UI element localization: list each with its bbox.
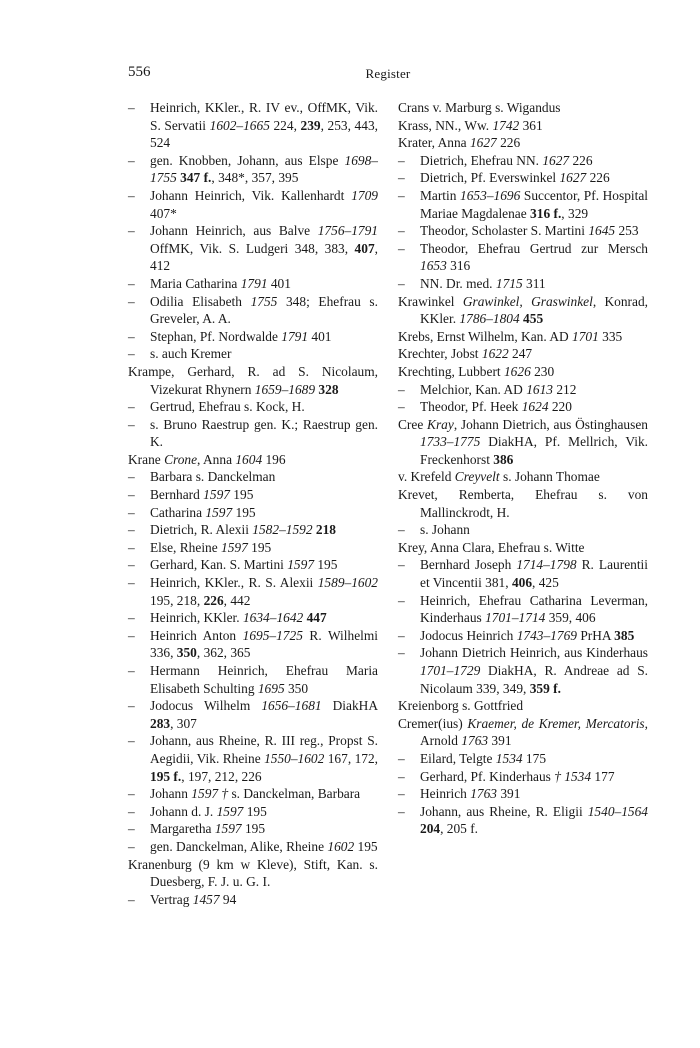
subentry-dash: – bbox=[128, 557, 135, 573]
page-number: 556 bbox=[128, 64, 151, 80]
index-subentry bbox=[128, 627, 378, 662]
index-column-right bbox=[398, 99, 648, 838]
entry-text: Heinrich, KKler. 1634–1642 447 bbox=[150, 610, 327, 626]
index-entry bbox=[398, 328, 648, 346]
subentry-dash: – bbox=[398, 399, 405, 415]
subentry-dash: – bbox=[128, 575, 135, 591]
entry-text: Eilard, Telgte 1534 175 bbox=[420, 750, 547, 766]
entry-text: Margaretha 1597 195 bbox=[150, 821, 266, 837]
subentry-dash: – bbox=[128, 275, 135, 291]
entry-text: Krevet, Remberta, Ehefrau s. von Mallinckrodt, H. bbox=[398, 487, 648, 520]
index-entry bbox=[398, 416, 648, 469]
index-subentry bbox=[128, 838, 378, 856]
entry-text: Jodocus Heinrich 1743–1769 PrHA 385 bbox=[420, 627, 635, 643]
entry-text: Johann, aus Rheine, R. Eligii 1540–1564 204, 205 f. bbox=[420, 803, 648, 837]
subentry-dash: – bbox=[398, 557, 405, 573]
index-subentry bbox=[398, 240, 648, 275]
subentry-dash: – bbox=[128, 504, 135, 520]
subentry-dash: – bbox=[128, 698, 135, 714]
index-entry bbox=[398, 715, 648, 750]
index-subentry bbox=[398, 521, 648, 539]
index-entry bbox=[398, 468, 648, 486]
index-subentry bbox=[128, 574, 378, 609]
index-subentry bbox=[398, 222, 648, 240]
index-subentry bbox=[398, 592, 648, 627]
entry-text: Johann Heinrich, Vik. Kallenhardt 1709 407* bbox=[150, 187, 378, 221]
entry-text: Hermann Heinrich, Ehefrau Maria Elisabeth Schulting 1695 350 bbox=[150, 663, 378, 696]
index-subentry bbox=[128, 803, 378, 821]
index-entry bbox=[398, 293, 648, 328]
index-subentry bbox=[398, 187, 648, 222]
index-entry bbox=[128, 451, 378, 469]
index-subentry bbox=[128, 416, 378, 451]
subentry-dash: – bbox=[128, 539, 135, 555]
entry-text: Kreienborg s. Gottfried bbox=[398, 698, 524, 714]
subentry-dash: – bbox=[128, 786, 135, 802]
subentry-dash: – bbox=[128, 152, 135, 168]
entry-text: Barbara s. Danckelman bbox=[150, 469, 276, 485]
entry-text: Odilia Elisabeth 1755 348; Ehefrau s. Greveler, A. A. bbox=[150, 293, 378, 327]
entry-text: Johann 1597 † s. Danckelman, Barbara bbox=[150, 786, 361, 802]
index-subentry bbox=[398, 556, 648, 591]
index-subentry bbox=[398, 275, 648, 293]
entry-text: Krebs, Ernst Wilhelm, Kan. AD 1701 335 bbox=[398, 328, 623, 344]
entry-text: Krater, Anna 1627 226 bbox=[398, 135, 521, 151]
subentry-dash: – bbox=[128, 328, 135, 344]
entry-text: Theodor, Ehefrau Gertrud zur Mersch 1653 316 bbox=[420, 240, 648, 274]
subentry-dash: – bbox=[398, 627, 405, 643]
entry-text: Theodor, Pf. Heek 1624 220 bbox=[420, 399, 572, 415]
index-entry bbox=[398, 539, 648, 557]
entry-text: Johann Dietrich Heinrich, aus Kinderhaus 1701–1729 DiakHA, R. Andreae ad S. Nicolaum 339, 349, 359 f. bbox=[420, 645, 648, 696]
index-entry bbox=[398, 697, 648, 715]
index-entry bbox=[398, 117, 648, 135]
subentry-dash: – bbox=[128, 821, 135, 837]
subentry-dash: – bbox=[398, 381, 405, 397]
subentry-dash: – bbox=[398, 152, 405, 168]
entry-text: Heinrich, KKler., R. IV ev., OffMK, Vik. S. Servatii 1602–1665 224, 239, 253, 443, 524 bbox=[150, 100, 378, 151]
index-subentry bbox=[128, 697, 378, 732]
entry-text: Martin 1653–1696 Succentor, Pf. Hospital Mariae Magdalenae 316 f., 329 bbox=[420, 187, 649, 221]
index-subentry bbox=[128, 187, 378, 222]
index-subentry bbox=[398, 768, 648, 786]
index-subentry bbox=[398, 644, 648, 697]
subentry-dash: – bbox=[128, 293, 135, 309]
index-subentry bbox=[128, 293, 378, 328]
index-subentry bbox=[128, 468, 378, 486]
subentry-dash: – bbox=[128, 346, 135, 362]
entry-text: Johann Heinrich, aus Balve 1756–1791 OffMK, Vik. S. Ludgeri 348, 383, 407, 412 bbox=[150, 223, 378, 274]
subentry-dash: – bbox=[128, 627, 135, 643]
subentry-dash: – bbox=[128, 100, 135, 115]
subentry-dash: – bbox=[398, 187, 405, 203]
index-subentry bbox=[128, 891, 378, 909]
index-subentry bbox=[398, 785, 648, 803]
subentry-dash: – bbox=[398, 275, 405, 291]
index-entry bbox=[398, 345, 648, 363]
entry-text: Krechting, Lubbert 1626 230 bbox=[398, 363, 555, 379]
entry-text: NN. Dr. med. 1715 311 bbox=[420, 275, 546, 291]
index-subentry bbox=[128, 345, 378, 363]
entry-text: s. auch Kremer bbox=[150, 346, 232, 362]
subentry-dash: – bbox=[128, 803, 135, 819]
index-subentry bbox=[398, 398, 648, 416]
subentry-dash: – bbox=[128, 838, 135, 854]
subentry-dash: – bbox=[128, 223, 135, 239]
entry-text: Dietrich, Ehefrau NN. 1627 226 bbox=[420, 152, 593, 168]
entry-text: Krey, Anna Clara, Ehefrau s. Witte bbox=[398, 539, 585, 555]
index-subentry bbox=[128, 521, 378, 539]
index-subentry bbox=[128, 222, 378, 275]
entry-text: Heinrich, KKler., R. S. Alexii 1589–1602 195, 218, 226, 442 bbox=[150, 575, 378, 608]
entry-text: Bernhard Joseph 1714–1798 R. Laurentii et Vincentii 381, 406, 425 bbox=[420, 557, 648, 591]
index-subentry bbox=[128, 556, 378, 574]
index-column-left bbox=[128, 99, 378, 908]
subentry-dash: – bbox=[398, 592, 405, 608]
page-header bbox=[128, 64, 648, 86]
subentry-dash: – bbox=[398, 170, 405, 186]
entry-text: Cree Kray, Johann Dietrich, aus Östinghausen 1733–1775 DiakHA, Pf. Mellrich, Vik. Freckenhorst 386 bbox=[398, 416, 648, 467]
subentry-dash: – bbox=[398, 645, 405, 661]
subentry-dash: – bbox=[128, 187, 135, 203]
entry-text: Gerhard, Pf. Kinderhaus † 1534 177 bbox=[420, 768, 615, 784]
subentry-dash: – bbox=[128, 416, 135, 432]
index-subentry bbox=[128, 662, 378, 697]
subentry-dash: – bbox=[398, 240, 405, 256]
entry-text: Cremer(ius) Kraemer, de Kremer, Mercatoris, Arnold 1763 391 bbox=[398, 715, 649, 749]
index-entry bbox=[398, 363, 648, 381]
index-entry bbox=[128, 363, 378, 398]
running-title: Register bbox=[365, 66, 411, 81]
entry-text: v. Krefeld Creyvelt s. Johann Thomae bbox=[398, 469, 600, 485]
entry-text: Krawinkel Grawinkel, Graswinkel, Konrad, KKler. 1786–1804 455 bbox=[398, 293, 648, 327]
index-subentry bbox=[398, 381, 648, 399]
entry-text: gen. Knobben, Johann, aus Elspe 1698–1755 347 f., 348*, 357, 395 bbox=[150, 152, 378, 186]
subentry-dash: – bbox=[128, 469, 135, 485]
entry-text: Johann, aus Rheine, R. III reg., Propst S. Aegidii, Vik. Rheine 1550–1602 167, 172, 195 f., 197, 212, 226 bbox=[150, 733, 379, 784]
entry-text: gen. Danckelman, Alike, Rheine 1602 195 bbox=[150, 838, 378, 854]
subentry-dash: – bbox=[128, 891, 135, 907]
index-entry bbox=[398, 99, 648, 117]
entry-text: Theodor, Scholaster S. Martini 1645 253 bbox=[420, 223, 639, 239]
entry-text: Stephan, Pf. Nordwalde 1791 401 bbox=[150, 328, 332, 344]
subentry-dash: – bbox=[398, 522, 405, 538]
entry-text: Melchior, Kan. AD 1613 212 bbox=[420, 381, 577, 397]
index-entry bbox=[398, 486, 648, 521]
index-subentry bbox=[128, 398, 378, 416]
index-subentry bbox=[398, 750, 648, 768]
entry-text: Dietrich, R. Alexii 1582–1592 218 bbox=[150, 522, 336, 538]
entry-text: Johann d. J. 1597 195 bbox=[150, 803, 267, 819]
index-subentry bbox=[128, 328, 378, 346]
entry-text: Kranenburg (9 km w Kleve), Stift, Kan. s. Duesberg, F. J. u. G. I. bbox=[128, 856, 378, 890]
entry-text: Krass, NN., Ww. 1742 361 bbox=[398, 117, 543, 133]
entry-text: s. Bruno Raestrup gen. K.; Raestrup gen. K. bbox=[150, 416, 378, 450]
index-subentry bbox=[128, 275, 378, 293]
entry-text: Krampe, Gerhard, R. ad S. Nicolaum, Vizekurat Rhynern 1659–1689 328 bbox=[128, 363, 378, 397]
index-entry bbox=[398, 134, 648, 152]
index-subentry bbox=[128, 609, 378, 627]
subentry-dash: – bbox=[128, 522, 135, 538]
entry-text: Krane Crone, Anna 1604 196 bbox=[128, 451, 286, 467]
index-entry bbox=[128, 856, 378, 891]
subentry-dash: – bbox=[128, 663, 135, 678]
entry-text: Gertrud, Ehefrau s. Kock, H. bbox=[150, 399, 305, 415]
entry-text: Gerhard, Kan. S. Martini 1597 195 bbox=[150, 557, 338, 573]
index-subentry bbox=[128, 539, 378, 557]
entry-text: Crans v. Marburg s. Wigandus bbox=[398, 100, 561, 115]
index-subentry bbox=[128, 152, 378, 187]
index-subentry bbox=[128, 785, 378, 803]
subentry-dash: – bbox=[398, 768, 405, 784]
index-subentry bbox=[398, 627, 648, 645]
entry-text: Jodocus Wilhelm 1656–1681 DiakHA 283, 307 bbox=[150, 698, 379, 731]
index-subentry bbox=[128, 504, 378, 522]
index-subentry bbox=[398, 152, 648, 170]
entry-text: Krechter, Jobst 1622 247 bbox=[398, 346, 533, 362]
entry-text: Catharina 1597 195 bbox=[150, 504, 256, 520]
entry-text: Heinrich Anton 1695–1725 R. Wilhelmi 336, 350, 362, 365 bbox=[150, 627, 378, 661]
subentry-dash: – bbox=[128, 610, 135, 626]
subentry-dash: – bbox=[128, 733, 135, 749]
entry-text: Else, Rheine 1597 195 bbox=[150, 539, 272, 555]
index-subentry bbox=[398, 803, 648, 838]
index-subentry bbox=[128, 99, 378, 152]
entry-text: s. Johann bbox=[420, 522, 470, 538]
index-subentry bbox=[128, 820, 378, 838]
subentry-dash: – bbox=[128, 399, 135, 415]
subentry-dash: – bbox=[398, 803, 405, 819]
subentry-dash: – bbox=[398, 750, 405, 766]
subentry-dash: – bbox=[128, 487, 135, 503]
index-subentry bbox=[128, 732, 378, 785]
subentry-dash: – bbox=[398, 786, 405, 802]
index-subentry bbox=[128, 486, 378, 504]
entry-text: Bernhard 1597 195 bbox=[150, 487, 254, 503]
entry-text: Dietrich, Pf. Everswinkel 1627 226 bbox=[420, 170, 610, 186]
entry-text: Heinrich 1763 391 bbox=[420, 786, 521, 802]
entry-text: Heinrich, Ehefrau Catharina Leverman, Kinderhaus 1701–1714 359, 406 bbox=[420, 592, 648, 626]
entry-text: Vertrag 1457 94 bbox=[150, 891, 237, 907]
entry-text: Maria Catharina 1791 401 bbox=[150, 275, 291, 291]
subentry-dash: – bbox=[398, 223, 405, 239]
index-subentry bbox=[398, 169, 648, 187]
